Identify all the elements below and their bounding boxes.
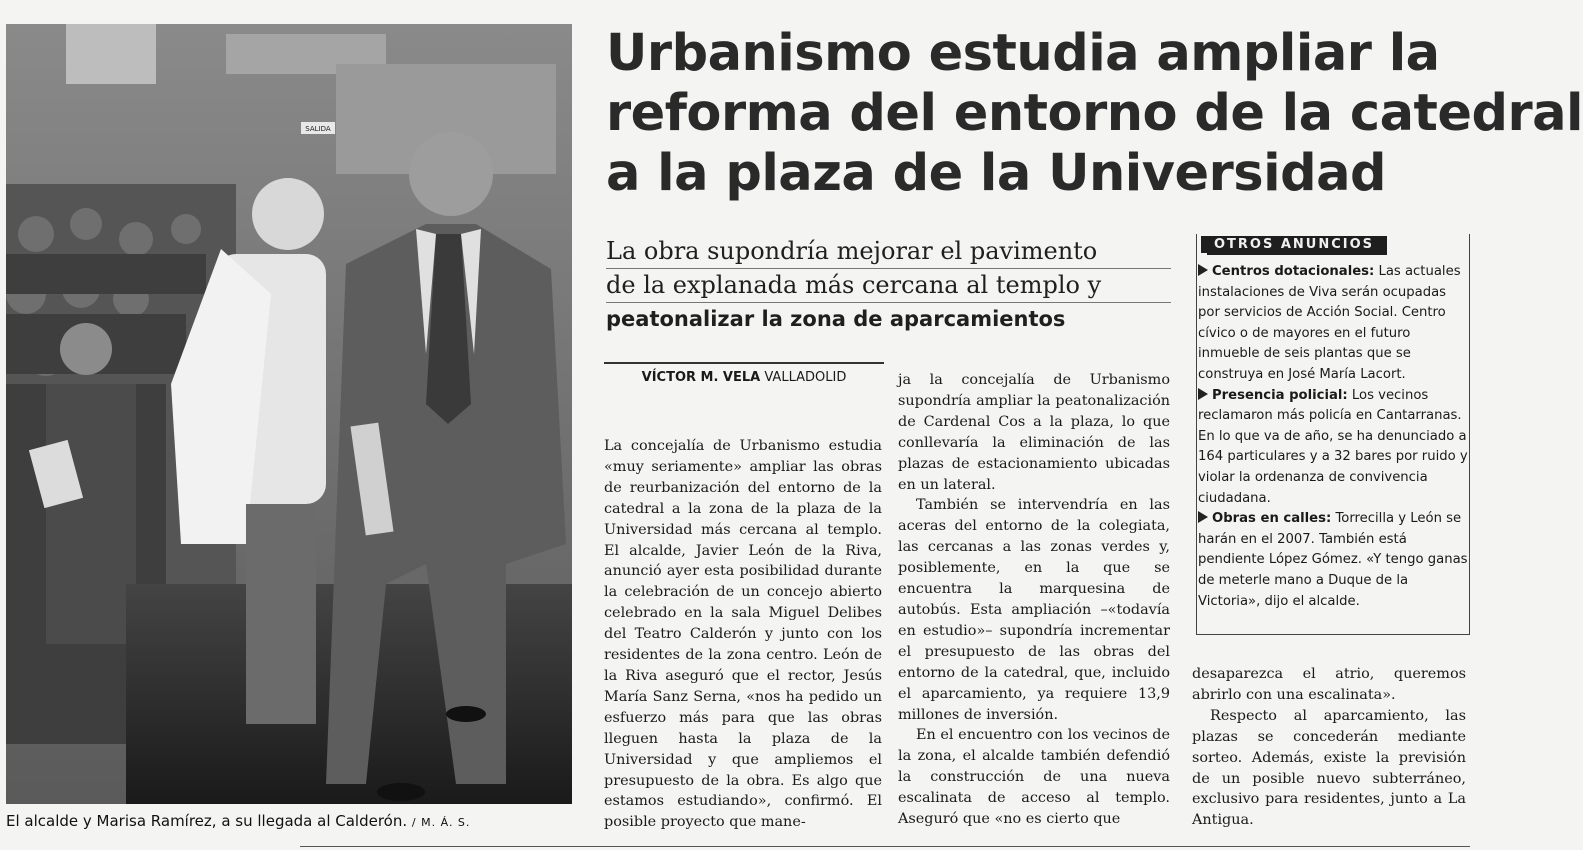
article-paragraph: Respecto al aparcamiento, las plazas se concederán mediante sorteo. Además, existe la previsión de un posible nuevo subterráneo, exclusivo para residentes, junto a La Antigua.	[1192, 707, 1466, 829]
subhead-line-2: de la explanada más cercana al templo y	[606, 269, 1171, 303]
sidebar-title-rule	[1207, 253, 1387, 255]
sidebar-item	[1198, 509, 1468, 612]
page-bottom-rule	[300, 846, 1470, 847]
sidebar-item-text: Torrecilla y León se harán en el 2007. También está pendiente López Gómez. «Y tengo ganas de meterle mano a Duque de la Victoria», dijo el alcalde.	[1198, 511, 1468, 609]
article-column-1	[604, 436, 882, 833]
article-paragraph: desaparezca el atrio, queremos abrirlo con una escalinata».	[1192, 666, 1466, 703]
subhead-bold-line: peatonalizar la zona de aparcamientos	[606, 307, 1066, 331]
sidebar-item-text: Las actuales instalaciones de Viva serán ocupadas por servicios de Acción Social. Centro cívico o de mayores en el futuro inmueble de seis plantas que se construya en José María Lacort.	[1198, 264, 1461, 382]
sidebar-item-label: Presencia policial:	[1212, 387, 1348, 403]
article-paragraph: También se intervendría en las aceras del entorno de la colegiata, las cercanas a las zonas verdes y, posiblemente, en la que se encuentra la marquesina de autobús. Esta ampliación –«todavía en estudio»– supondría incrementar el presupuesto de las obras del entorno de la catedral, que, incluido el aparcamiento, ya requiere 13,9 millones de inversión.	[898, 497, 1170, 723]
photo-credit: / M. Á. S.	[411, 816, 471, 829]
sidebar-item-label: Obras en calles:	[1212, 511, 1332, 527]
subheadline	[606, 235, 1171, 336]
exit-sign: SALIDA	[305, 125, 331, 133]
article-column-3	[1192, 664, 1466, 831]
headline-line-3: a la plaza de la Universidad	[606, 144, 1387, 203]
sidebar-title: OTROS ANUNCIOS	[1201, 236, 1387, 253]
news-photo	[6, 24, 572, 804]
byline	[604, 362, 884, 385]
photo-illustration	[6, 24, 572, 804]
subhead-line-1: La obra supondría mejorar el pavimento	[606, 235, 1171, 269]
byline-location: VALLADOLID	[764, 370, 847, 385]
sidebar-item	[1198, 386, 1468, 510]
article-column-2	[898, 370, 1170, 830]
headline	[606, 24, 1583, 204]
article-paragraph: ja la concejalía de Urbanismo supondría ampliar la peatonalización de Cardenal Cos a la plaza, lo que conllevaría la eliminación de las plazas de estacionamiento ubicadas en un lateral.	[898, 372, 1170, 493]
byline-author: VÍCTOR M. VELA	[641, 370, 761, 385]
sidebar-item	[1198, 262, 1468, 386]
photo-caption	[6, 812, 606, 830]
headline-line-2: reforma del entorno de la catedral	[606, 84, 1583, 143]
article-paragraph: La concejalía de Urbanismo estudia «muy seriamente» ampliar las obras de reurbanización del entorno de la catedral a la zona de la plaza de la Universidad más cercana al templo. El alcalde, Javier León de la Riva, anunció ayer esta posibilidad durante la celebración de un concejo abierto celebrado en la sala Miguel Delibes del Teatro Calderón y junto con los residentes de la zona centro. León de la Riva aseguró que el rector, Jesús María Sanz Serna, «nos ha pedido un esfuerzo más para que las obras lleguen hasta la plaza de la Universidad y que ampliemos el presupuesto de la obra. Es algo que estamos estudiando», confirmó. El posible proyecto que mane-	[604, 438, 882, 831]
headline-line-1: Urbanismo estudia ampliar la	[606, 24, 1440, 83]
sidebar-items	[1198, 262, 1468, 612]
triangle-bullet-icon	[1198, 264, 1208, 276]
sidebar-item-label: Centros dotacionales:	[1212, 264, 1375, 279]
triangle-bullet-icon	[1198, 388, 1208, 400]
caption-text: El alcalde y Marisa Ramírez, a su llegada al Calderón.	[6, 812, 408, 830]
triangle-bullet-icon	[1198, 511, 1208, 523]
article-paragraph: En el encuentro con los vecinos de la zona, el alcalde también defendió la construcción de una nueva escalinata de acceso al templo. Aseguró que «no es cierto que	[898, 727, 1170, 828]
sidebar-item-text: Los vecinos reclamaron más policía en Cantarranas. En lo que va de año, se ha denunciado a 164 particulares y a 32 bares por ruido y violar la ordenanza de convivencia ciudadana.	[1198, 387, 1468, 506]
